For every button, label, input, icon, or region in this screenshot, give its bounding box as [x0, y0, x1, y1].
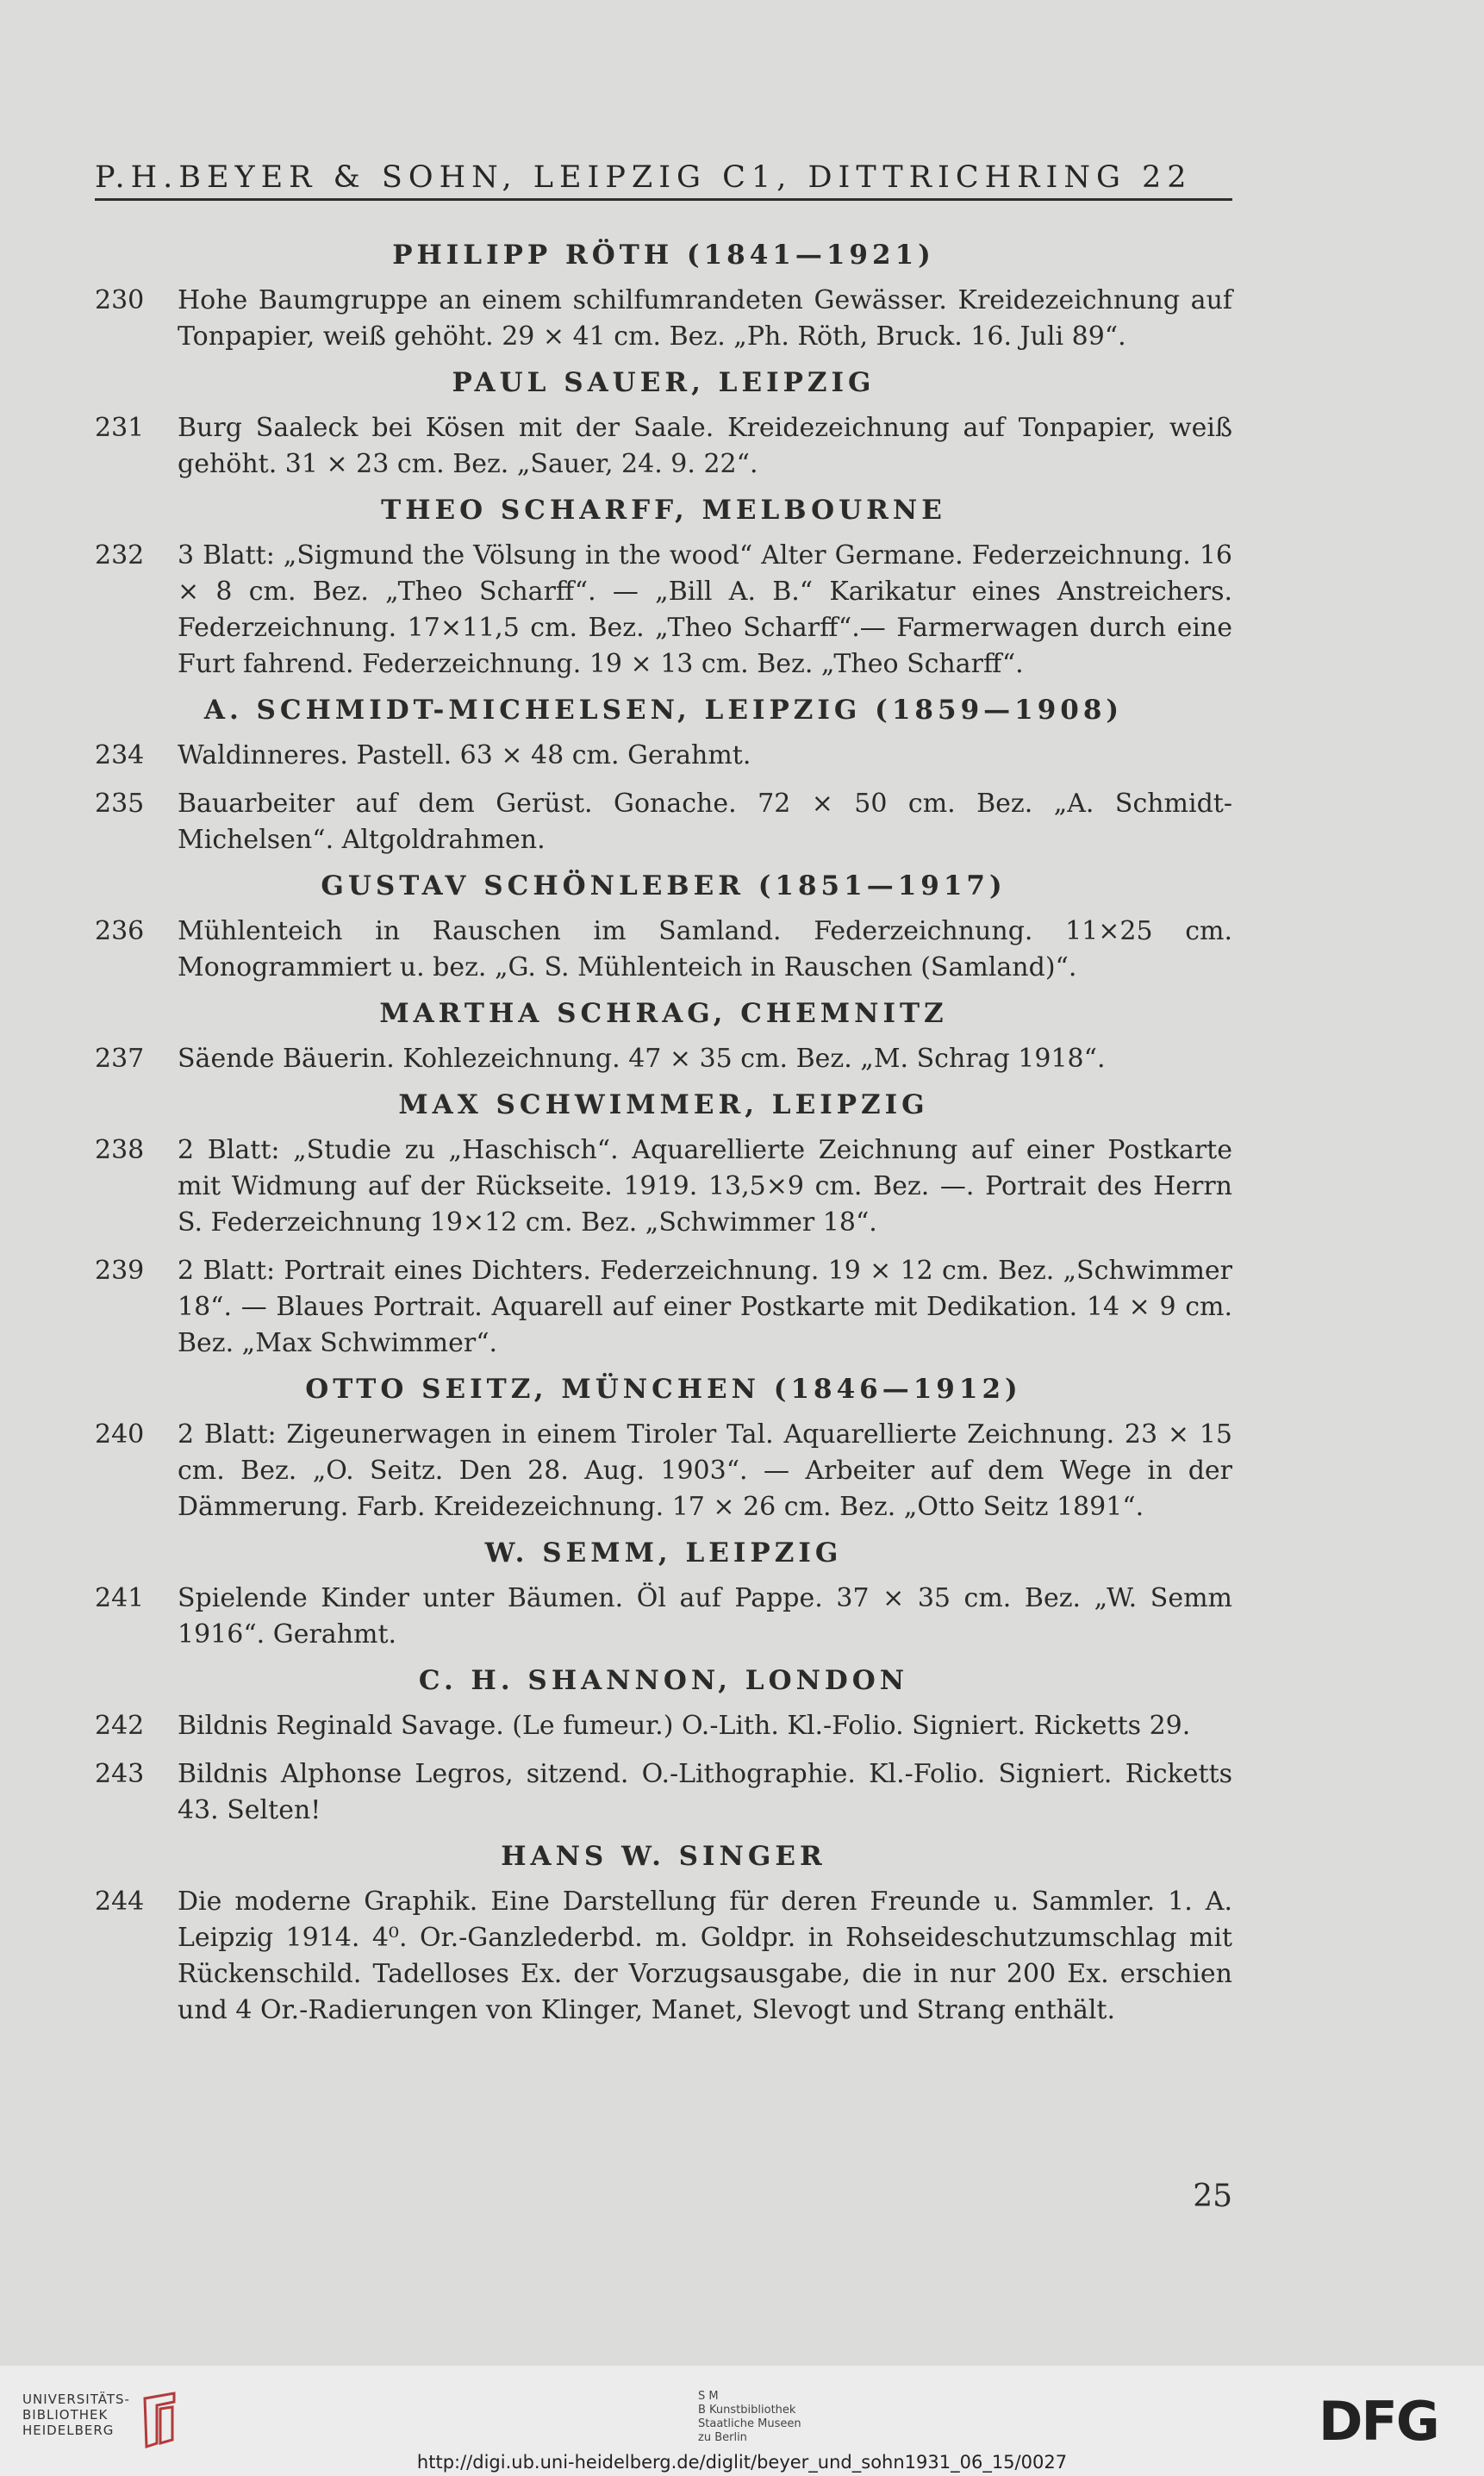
- university-library-logo[interactable]: [22, 2392, 130, 2438]
- header-rule: [95, 198, 1232, 201]
- entry-description: Bildnis Alphonse Legros, sitzend. O.-Lithographie. Kl.-Folio. Signiert. Ricketts 43. Selten!: [178, 1759, 1232, 1825]
- catalog-entry: [95, 914, 1232, 986]
- kunstbibliothek-logo[interactable]: [698, 2390, 801, 2445]
- artist-heading: MAX SCHWIMMER, LEIPZIG: [398, 1089, 929, 1120]
- artist-heading: PAUL SAUER, LEIPZIG: [452, 367, 876, 398]
- entry-description: Hohe Baumgruppe an einem schilfumrandeten Gewässer. Kreidezeichnung auf Tonpapier, weiß gehöht. 29 × 41 cm. Bez. „Ph. Röth, Bruck. 16. Juli 89“.: [178, 285, 1232, 352]
- entry-description: Spielende Kinder unter Bäumen. Öl auf Pappe. 37 × 35 cm. Bez. „W. Semm 1916“. Gerahmt.: [178, 1583, 1232, 1650]
- entry-number: 238: [95, 1135, 145, 1165]
- entry-description: 3 Blatt: „Sigmund the Völsung in the wood“ Alter Germane. Federzeichnung. 16 × 8 cm. Bez. „Theo Scharff“. — „Bill A. B.“ Karikatur eines Anstreichers. Federzeichnung. 17×11,5 cm. Bez. „Theo Scharff“.— Farmerwagen durch eine Furt fahrend. Federzeichnung. 19 × 13 cm. Bez. „Theo Scharff“.: [178, 540, 1232, 679]
- catalog-entry: [95, 283, 1232, 355]
- entry-description: 2 Blatt: Zigeunerwagen in einem Tiroler Tal. Aquarellierte Zeichnung. 23 × 15 cm. Bez. „O. Seitz. Den 28. Aug. 1903“. — Arbeiter auf dem Wege in der Dämmerung. Farb. Kreidezeichnung. 17 × 26 cm. Bez. „Otto Seitz 1891“.: [178, 1419, 1232, 1522]
- artist-heading: THEO SCHARFF, MELBOURNE: [381, 495, 946, 526]
- source-url-link[interactable]: http://digi.ub.uni-heidelberg.de/diglit/beyer_und_sohn1931_06_15/0027: [416, 2452, 1068, 2473]
- uni-logo-line: HEIDELBERG: [22, 2423, 115, 2438]
- kb-logo-line: S M: [698, 2390, 719, 2403]
- catalog-entry: [95, 410, 1232, 483]
- entry-description: 2 Blatt: „Studie zu „Haschisch“. Aquarellierte Zeichnung auf einer Postkarte mit Widmung auf der Rückseite. 1919. 13,5×9 cm. Bez. —. Portrait des Herrn S. Federzeichnung 19×12 cm. Bez. „Schwimmer 18“.: [178, 1135, 1232, 1238]
- artist-heading: W. SEMM, LEIPZIG: [484, 1537, 843, 1569]
- catalog-entry: [95, 1041, 1232, 1077]
- artist-heading: MARTHA SCHRAG, CHEMNITZ: [379, 998, 948, 1029]
- artist-heading: OTTO SEITZ, MÜNCHEN (1846—1912): [305, 1374, 1022, 1405]
- artist-heading: PHILIPP RÖTH (1841—1921): [392, 240, 935, 271]
- entry-description: Bildnis Reginald Savage. (Le fumeur.) O.-Lith. Kl.-Folio. Signiert. Ricketts 29.: [178, 1711, 1191, 1741]
- entry-number: 232: [95, 540, 145, 571]
- catalog-entry: [95, 1884, 1232, 2029]
- entry-description: Die moderne Graphik. Eine Darstellung für deren Freunde u. Sammler. 1. A. Leipzig 1914. 4⁰. Or.-Ganzlederbd. m. Goldpr. in Rohseideschutzumschlag mit Rückenschild. Tadelloses Ex. der Vorzugsausgabe, die in nur 200 Ex. erschien und 4 Or.-Radierungen von Klinger, Manet, Slevogt und Strang enthält.: [178, 1887, 1232, 2025]
- entry-number: 234: [95, 740, 145, 770]
- entry-number: 244: [95, 1887, 145, 1917]
- uni-logo-line: BIBLIOTHEK: [22, 2407, 109, 2423]
- dfg-logo[interactable]: DFG: [1319, 2390, 1438, 2453]
- entry-number: 239: [95, 1256, 145, 1286]
- entry-number: 242: [95, 1711, 145, 1741]
- entry-number: 231: [95, 413, 145, 443]
- entry-number: 243: [95, 1759, 145, 1789]
- catalog-entry: [95, 538, 1232, 683]
- catalog-entry: [95, 1756, 1232, 1829]
- catalog-entry: [95, 1708, 1232, 1744]
- entry-number: 241: [95, 1583, 145, 1613]
- catalog-entry: [95, 1132, 1232, 1241]
- uni-logo-line: UNIVERSITÄTS-: [22, 2392, 130, 2407]
- entry-number: 240: [95, 1419, 145, 1450]
- entry-description: Mühlenteich in Rauschen im Samland. Federzeichnung. 11×25 cm. Monogrammiert u. bez. „G. S. Mühlenteich in Rauschen (Samland)“.: [178, 916, 1232, 982]
- entry-description: Waldinneres. Pastell. 63 × 48 cm. Gerahmt.: [178, 740, 751, 770]
- catalog-entry: [95, 786, 1232, 858]
- catalog-entry: [95, 1253, 1232, 1362]
- catalog-content: [95, 240, 1232, 2041]
- entry-description: Säende Bäuerin. Kohlezeichnung. 47 × 35 cm. Bez. „M. Schrag 1918“.: [178, 1044, 1106, 1074]
- catalog-entry: [95, 738, 1232, 774]
- entry-description: Burg Saaleck bei Kösen mit der Saale. Kreidezeichnung auf Tonpapier, weiß gehöht. 31 × 23 cm. Bez. „Sauer, 24. 9. 22“.: [178, 413, 1232, 479]
- page-number: 25: [1193, 2179, 1232, 2214]
- catalog-entry: [95, 1581, 1232, 1653]
- entry-number: 235: [95, 789, 145, 819]
- kb-logo-line: zu Berlin: [698, 2431, 747, 2444]
- entry-description: Bauarbeiter auf dem Gerüst. Gonache. 72 × 50 cm. Bez. „A. Schmidt-Michelsen“. Altgoldrahmen.: [178, 789, 1232, 855]
- footer-bar: [0, 2366, 1484, 2476]
- artist-heading: C. H. SHANNON, LONDON: [418, 1665, 909, 1696]
- catalog-entry: [95, 1417, 1232, 1525]
- entry-number: 230: [95, 285, 145, 315]
- entry-description: 2 Blatt: Portrait eines Dichters. Federzeichnung. 19 × 12 cm. Bez. „Schwimmer 18“. — Blaues Portrait. Aquarell auf einer Postkarte mit Dedikation. 14 × 9 cm. Bez. „Max Schwimmer“.: [178, 1256, 1232, 1358]
- page-header: P.H.BEYER & SOHN, LEIPZIG C1, DITTRICHRING 22: [95, 160, 1193, 195]
- artist-heading: HANS W. SINGER: [501, 1841, 826, 1872]
- entry-number: 237: [95, 1044, 145, 1074]
- university-seal-icon: [138, 2390, 181, 2450]
- kb-logo-line: B Kunstbibliothek: [698, 2404, 796, 2417]
- kb-logo-line: Staatliche Museen: [698, 2417, 801, 2430]
- entry-number: 236: [95, 916, 145, 946]
- artist-heading: A. SCHMIDT-MICHELSEN, LEIPZIG (1859—1908): [203, 695, 1124, 726]
- artist-heading: GUSTAV SCHÖNLEBER (1851—1917): [321, 870, 1007, 901]
